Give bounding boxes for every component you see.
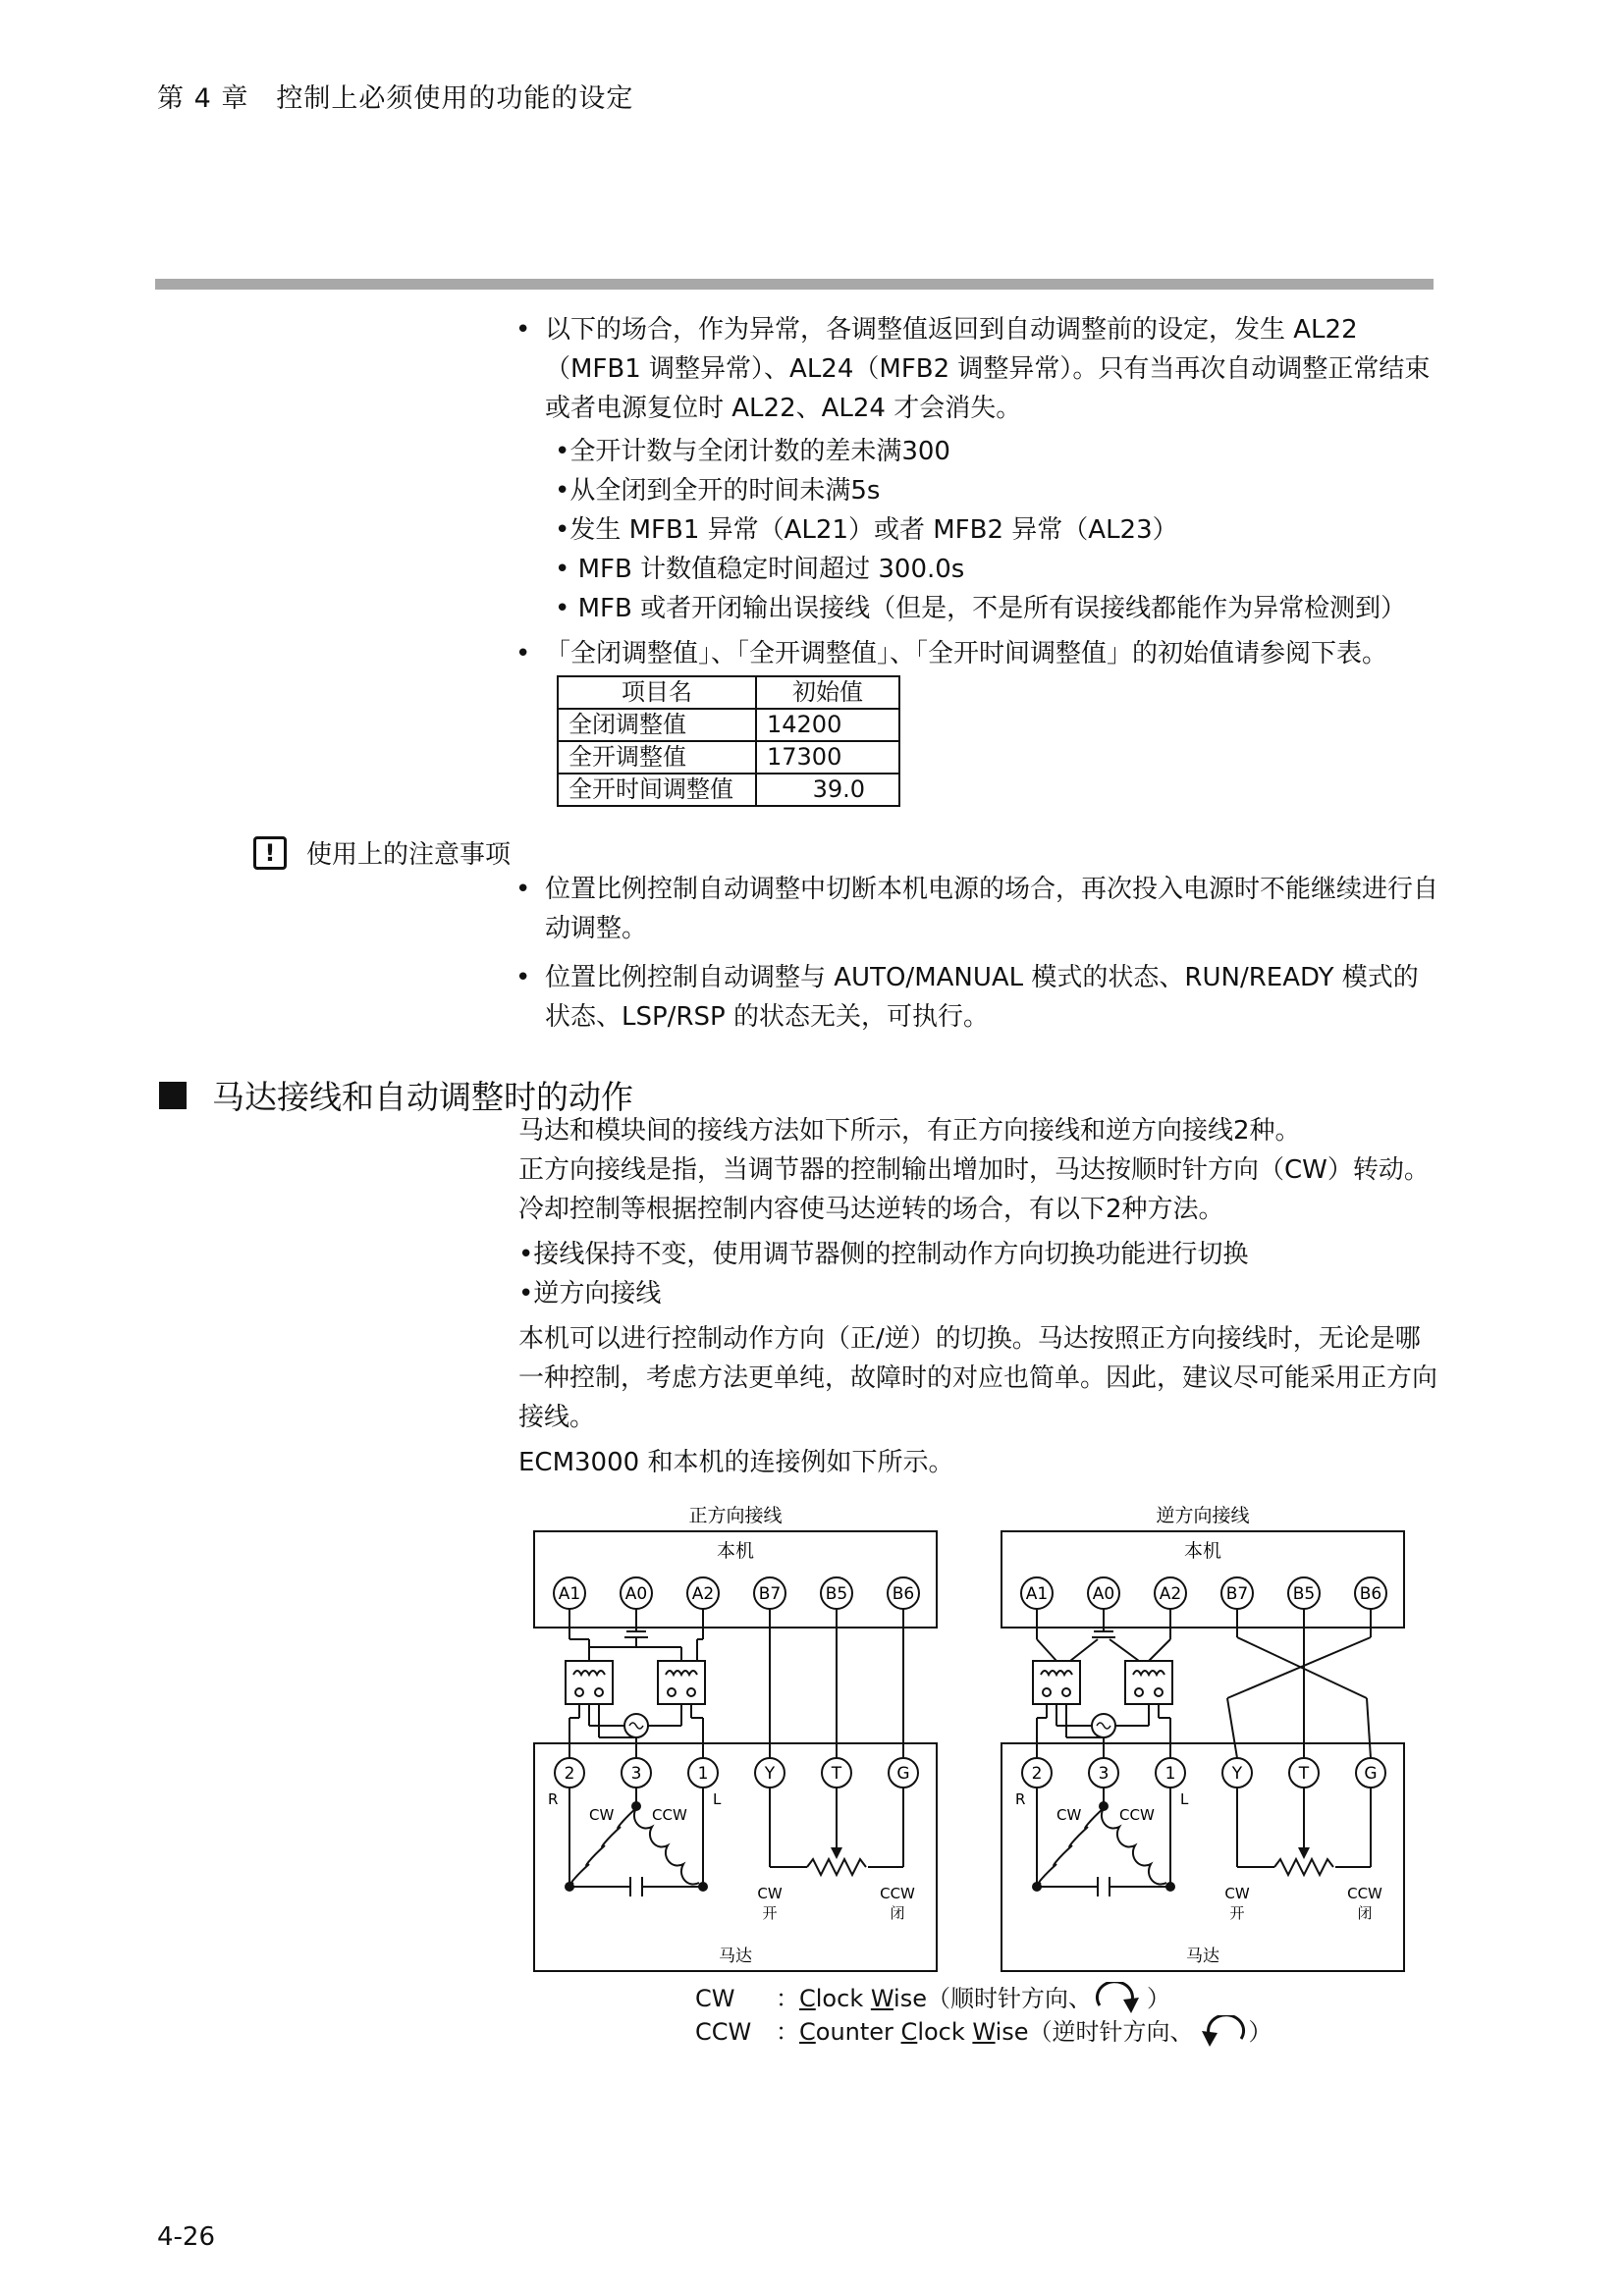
- terminal-label: 3: [630, 1764, 642, 1784]
- legend: [695, 1982, 1272, 2049]
- table-row: [558, 709, 899, 741]
- paragraph-line: 正方向接线是指，当调节器的控制输出增加时，马达按顺时针方向（CW）转动。: [518, 1155, 1430, 1185]
- bullet-text: 「全闭调整值」、「全开调整值」、「全开时间调整值」的初始值请参阅下表。: [545, 639, 1388, 668]
- terminal-label: A1: [1025, 1584, 1049, 1604]
- terminal-label: G: [1364, 1764, 1378, 1784]
- motor-label: 马达: [1186, 1947, 1219, 1966]
- caution-icon: !: [253, 836, 287, 870]
- bullet-adjust-error: • 以下的场合，作为异常，各调整值返回到自动调整前的设定，发生 AL22（MFB1 调整异常）、AL24（MFB2 调整异常）。只有当再次自动调整正常结束或者电源复位时 AL22、AL24 才会消失。: [515, 310, 1438, 428]
- terminal-label: B7: [758, 1584, 782, 1604]
- terminal-label: 1: [697, 1764, 709, 1784]
- motor-label: 马达: [719, 1947, 752, 1966]
- table-cell: 全开时间调整值: [558, 774, 756, 806]
- terminal-label: B5: [825, 1584, 848, 1604]
- table-cell: 14200: [756, 709, 899, 741]
- list-item: • MFB 或者开闭输出误接线（但是，不是所有误接线都能作为异常检测到）: [555, 594, 1407, 623]
- terminal-label: G: [896, 1764, 910, 1784]
- legend-abbr: CCW: [695, 2018, 752, 2046]
- table-header: 初始值: [756, 676, 899, 709]
- table-cell: 全闭调整值: [558, 709, 756, 741]
- section-title: 马达接线和自动调整时的动作: [212, 1078, 633, 1116]
- terminal-label: 3: [1098, 1764, 1110, 1784]
- unit-label: 本机: [716, 1540, 755, 1562]
- wire: [1037, 1639, 1056, 1661]
- terminal-label: Y: [1231, 1764, 1243, 1784]
- relay-icon: [1033, 1661, 1080, 1704]
- list-item: •发生 MFB1 异常（AL21）或者 MFB2 异常（AL23）: [555, 515, 1178, 545]
- wiper-arrow-icon: [831, 1847, 842, 1859]
- legend-close: ）: [1248, 2018, 1272, 2046]
- condition-list: [555, 432, 1406, 628]
- pot-open-label: 开: [1229, 1904, 1245, 1922]
- bullet-text: 位置比例控制自动调整与 AUTO/MANUAL 模式的状态、RUN/READY 模式的状态、LSP/RSP 的状态无关，可执行。: [545, 963, 1419, 1032]
- l-label: L: [713, 1790, 722, 1808]
- terminal-label: A2: [1159, 1584, 1182, 1604]
- table-cell: 39.0: [756, 774, 899, 806]
- wire: [1149, 1639, 1170, 1661]
- cw-label: CW: [589, 1806, 615, 1824]
- wire: [1367, 1698, 1371, 1758]
- caution-item: • 位置比例控制自动调整与 AUTO/MANUAL 模式的状态、RUN/READY 模式的状态、LSP/RSP 的状态无关，可执行。: [515, 958, 1438, 1037]
- terminal-label: B6: [1359, 1584, 1382, 1604]
- terminal-label: Y: [764, 1764, 776, 1784]
- pot-cw-label: CW: [757, 1885, 783, 1902]
- caution-item: • 位置比例控制自动调整中切断本机电源的场合，再次投入电源时不能继续进行自动调整。: [515, 870, 1438, 948]
- square-bullet-icon: [159, 1082, 187, 1109]
- terminal-label: T: [1298, 1764, 1310, 1784]
- diagram-title: 正方向接线: [688, 1505, 783, 1526]
- list-item: •接线保持不变，使用调节器侧的控制动作方向切换功能进行切换: [518, 1240, 1249, 1269]
- wiring-diagrams: [520, 1492, 1424, 1983]
- legend-text-cw: ：Clock Wise（顺时针方向、: [776, 1985, 1092, 2012]
- ccw-label: CCW: [652, 1806, 687, 1824]
- terminal-label: A0: [1092, 1584, 1115, 1604]
- terminal-label: B7: [1225, 1584, 1249, 1604]
- init-value-table: [557, 675, 900, 807]
- paragraph-line: 马达和模块间的接线方法如下所示，有正方向接线和逆方向接线2种。: [518, 1116, 1301, 1146]
- wire: [1110, 1639, 1139, 1661]
- cw-label: CW: [1056, 1806, 1082, 1824]
- legend-abbr: CW: [695, 1985, 735, 2012]
- terminal-label: B6: [892, 1584, 915, 1604]
- legend-ccw: [695, 2015, 1272, 2049]
- diagram-title: 逆方向接线: [1156, 1505, 1250, 1526]
- terminal-label: 2: [564, 1764, 575, 1784]
- list-item: •全开计数与全闭计数的差未满300: [555, 437, 950, 466]
- relay-icon: [566, 1661, 613, 1704]
- section-rule: [155, 279, 1434, 290]
- paragraph: ECM3000 和本机的连接例如下所示。: [518, 1448, 954, 1477]
- l-label: L: [1180, 1790, 1189, 1808]
- counterclockwise-arrow-icon: [1194, 2015, 1249, 2049]
- terminal-label: A1: [558, 1584, 581, 1604]
- list-item: •逆方向接线: [518, 1279, 662, 1308]
- terminal-label: 2: [1031, 1764, 1043, 1784]
- diagram-reverse: [1001, 1505, 1404, 1971]
- relay-icon: [1125, 1661, 1172, 1704]
- page-number: 4-26: [157, 2222, 216, 2252]
- wiper-arrow-icon: [1298, 1847, 1310, 1859]
- pot-close-label: 闭: [1357, 1904, 1373, 1922]
- potentiometer-icon: [1274, 1859, 1333, 1875]
- table-header: 项目名: [558, 676, 756, 709]
- pot-ccw-label: CCW: [1347, 1885, 1382, 1902]
- wire: [1070, 1639, 1098, 1661]
- motor-box: [1001, 1743, 1404, 1971]
- unit-label: 本机: [1183, 1540, 1222, 1562]
- pot-open-label: 开: [762, 1904, 778, 1922]
- table-row: [558, 774, 899, 806]
- legend-cw: [695, 1982, 1272, 2015]
- legend-close: ）: [1146, 1985, 1170, 2012]
- legend-text-ccw: ：Counter Clock Wise（逆时针方向、: [776, 2018, 1194, 2046]
- table-cell: 全开调整值: [558, 741, 756, 774]
- diagram-forward: [534, 1505, 937, 1971]
- terminal-label: T: [831, 1764, 842, 1784]
- terminal-label: A2: [691, 1584, 715, 1604]
- table-cell: 17300: [756, 741, 899, 774]
- bullet-text: 以下的场合，作为异常，各调整值返回到自动调整前的设定，发生 AL22（MFB1 调整异常）、AL24（MFB2 调整异常）。只有当再次自动调整正常结束或者电源复位时 AL22、AL24 才会消失。: [545, 315, 1431, 423]
- potentiometer-icon: [807, 1859, 866, 1875]
- table-row: [558, 741, 899, 774]
- list-item: •从全闭到全开的时间未满5s: [555, 476, 881, 506]
- motor-box: [534, 1743, 937, 1971]
- pot-cw-label: CW: [1224, 1885, 1250, 1902]
- wire: [1227, 1698, 1237, 1758]
- clockwise-arrow-icon: [1092, 1982, 1147, 2015]
- bullet-init-values: • 「全闭调整值」、「全开调整值」、「全开时间调整值」的初始值请参阅下表。: [515, 634, 1438, 673]
- paragraph: 本机可以进行控制动作方向（正/逆）的切换。马达按照正方向接线时，无论是哪一种控制，考虑方法更单纯，故障时的对应也简单。因此，建议尽可能采用正方向接线。: [518, 1324, 1438, 1432]
- terminal-label: A0: [624, 1584, 648, 1604]
- table-header-row: [558, 676, 899, 709]
- r-label: R: [1015, 1790, 1026, 1808]
- list-item: • MFB 计数值稳定时间超过 300.0s: [555, 555, 965, 584]
- relay-icon: [658, 1661, 705, 1704]
- paragraph-line: 冷却控制等根据控制内容使马达逆转的场合，有以下2种方法。: [518, 1195, 1224, 1224]
- r-label: R: [548, 1790, 559, 1808]
- chapter-header: 第 4 章 控制上必须使用的功能的设定: [157, 83, 634, 114]
- terminal-label: B5: [1292, 1584, 1316, 1604]
- terminal-label: 1: [1164, 1764, 1176, 1784]
- bullet-text: 位置比例控制自动调整中切断本机电源的场合，再次投入电源时不能继续进行自动调整。: [545, 875, 1439, 943]
- section-body: [518, 1111, 1441, 1482]
- ccw-label: CCW: [1119, 1806, 1155, 1824]
- pot-ccw-label: CCW: [880, 1885, 915, 1902]
- pot-close-label: 闭: [890, 1904, 905, 1922]
- caution-title: 使用上的注意事项: [306, 840, 512, 870]
